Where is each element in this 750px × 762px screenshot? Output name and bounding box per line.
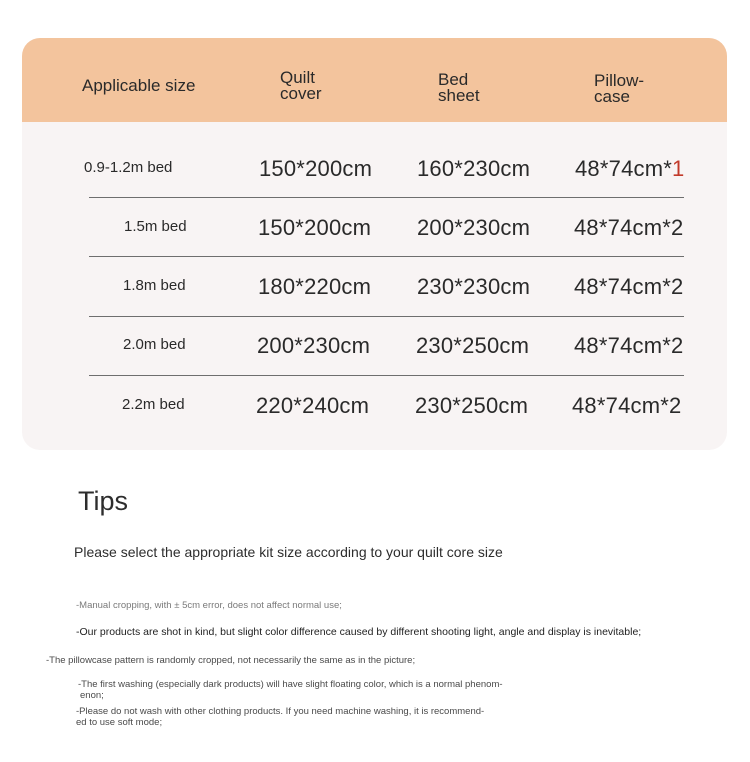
pillow-size-text: 48*74cm* — [574, 274, 671, 299]
header-bed-sheet — [438, 72, 518, 104]
tips-title: Tips — [78, 486, 129, 516]
row-sheet-size: 160*230cm — [417, 156, 531, 181]
table-row — [22, 197, 727, 255]
pillow-size-text: 48*74cm* — [572, 393, 669, 418]
size-table-card — [22, 38, 727, 450]
row-quilt-size: 150*200cm — [258, 215, 372, 240]
pillow-count: 2 — [669, 393, 682, 418]
note-pillowcase-pattern: -The pillowcase pattern is randomly cropped, not necessarily the same as in the picture; — [46, 655, 416, 666]
row-bed-size: 1.8m bed — [123, 277, 186, 294]
pillow-count: 2 — [671, 215, 684, 240]
pillow-count: 2 — [671, 274, 684, 299]
pillow-size-text: 48*74cm* — [575, 156, 672, 181]
table-row — [22, 256, 727, 314]
row-pillow-size — [572, 393, 681, 419]
row-pillow-size — [574, 274, 683, 300]
header-quilt-line2: cover — [280, 84, 322, 103]
note-machine-wash-line2: ed to use soft mode; — [76, 717, 163, 728]
row-sheet-size: 230*250cm — [416, 333, 530, 358]
pillow-size-text: 48*74cm* — [574, 333, 671, 358]
header-sheet-line1: Bed — [438, 70, 469, 89]
header-quilt-cover — [280, 70, 360, 102]
note-first-washing-line1: -The first washing (especially dark products) will have slight floating color, which is a normal phenom- — [78, 679, 503, 690]
header-pillow-line2: case — [594, 87, 630, 106]
table-row — [22, 375, 727, 433]
note-machine-wash-line1: -Please do not wash with other clothing products. If you need machine washing, it is recommend- — [76, 706, 485, 717]
note-machine-wash — [76, 706, 484, 728]
row-bed-size: 0.9-1.2m bed — [84, 159, 173, 176]
row-quilt-size: 200*230cm — [257, 333, 371, 358]
size-table-header — [22, 38, 727, 122]
header-pillowcase — [594, 73, 684, 105]
tips-lead: Please select the appropriate kit size according to your quilt core size — [74, 544, 503, 560]
row-sheet-size: 230*230cm — [417, 274, 531, 299]
pillow-count: 2 — [671, 333, 684, 358]
header-sheet-line2: sheet — [438, 86, 480, 105]
header-quilt-line1: Quilt — [280, 68, 315, 87]
row-bed-size: 2.2m bed — [122, 396, 185, 413]
header-pillow-line1: Pillow- — [594, 71, 645, 90]
note-cropping: -Manual cropping, with ± 5cm error, does not affect normal use; — [76, 600, 342, 611]
note-first-washing-line2: enon; — [80, 690, 104, 701]
row-pillow-size — [574, 215, 683, 241]
row-quilt-size: 150*200cm — [259, 156, 373, 181]
row-quilt-size: 220*240cm — [256, 393, 370, 418]
table-row — [22, 316, 727, 374]
note-color-difference: -Our products are shot in kind, but slight color difference caused by different shooting light, angle and display is inevitable; — [76, 626, 642, 638]
header-applicable-size: Applicable size — [82, 76, 196, 95]
table-row — [22, 138, 727, 196]
pillow-size-text: 48*74cm* — [574, 215, 671, 240]
row-quilt-size: 180*220cm — [258, 274, 372, 299]
row-pillow-size — [575, 156, 684, 182]
pillow-count: 1 — [672, 156, 685, 181]
row-sheet-size: 230*250cm — [415, 393, 529, 418]
row-bed-size: 2.0m bed — [123, 336, 186, 353]
row-pillow-size — [574, 333, 683, 359]
row-sheet-size: 200*230cm — [417, 215, 531, 240]
row-bed-size: 1.5m bed — [124, 218, 187, 235]
note-first-washing — [78, 679, 503, 701]
